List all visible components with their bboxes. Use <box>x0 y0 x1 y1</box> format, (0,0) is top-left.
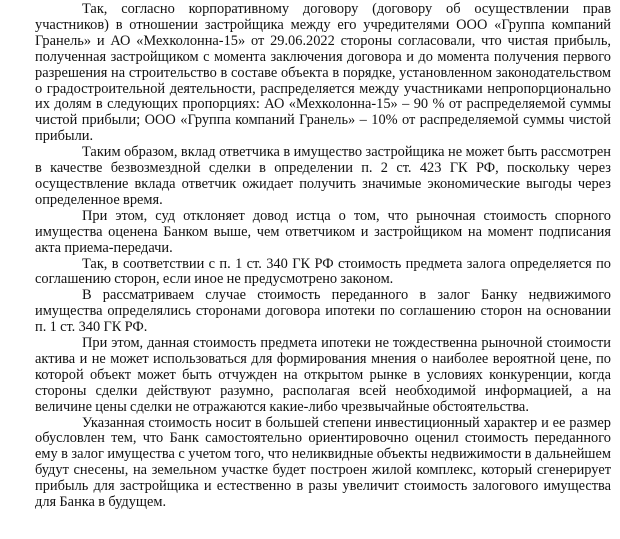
paragraph-not-market-value: При этом, данная стоимость предмета ипотеки не тождественна рыночной стоимости актива и не может использоваться для формирования мнения о наиболее вероятной цене, по которой объект может быть отчужден на открытом рынке в условиях конкуренции, когда стороны сделки действуют разумно, располагая всей необходимой информацией, а на величине цены сделки не отражаются какие-либо чрезвычайные обстоятельства. <box>35 335 611 415</box>
paragraph-contribution-not-gratuitous: Таким образом, вклад ответчика в имущество застройщика не может быть рассмотрен в качестве безвозмездной сделки в определении п. 2 ст. 423 ГК РФ, поскольку через осуществление вклада ответчик ожидает получить значимые экономические выгоды через определенное время. <box>35 144 611 208</box>
paragraph-profit-distribution: Так, согласно корпоративному договору (договору об осуществлении прав участников) в отношении застройщика между его учредителями ООО «Группа компаний Гранель» и АО «Мехколонна-15» от 29.06.2022 стороны согласовали, что чистая прибыль, полученная застройщиком с момента заключения договора и до момента получения первого разрешения на строительство в составе объекта в порядке, установленном законодательством о градостроительной деятельности, распределяется между участниками непропорционально их долям в следующих пропорциях: АО «Мехколонна-15» – 90 % от распределяемой суммы чистой прибыли; ООО «Группа компаний Гранель» – 10% от распределяемой суммы чистой прибыли. <box>35 1 611 145</box>
paragraph-market-value-argument: При этом, суд отклоняет довод истца о том, что рыночная стоимость спорного имущества оценена Банком выше, чем ответчиком и застройщиком на момент подписания акта приема-передачи. <box>35 207 611 256</box>
document-body <box>35 2 611 511</box>
paragraph-article-340: Так, в соответствии с п. 1 ст. 340 ГК РФ стоимость предмета залога определяется по соглашению сторон, если иное не предусмотрено законом. <box>35 255 611 288</box>
paragraph-investment-nature: Указанная стоимость носит в большей степени инвестиционный характер и ее размер обусловлен тем, что Банк самостоятельно ориентировочно оценил стоимость переданного ему в залог имущества с учетом того, что неликвидные объекты недвижимости в дальнейшем будут снесены, на земельном участке будет построен жилой комплекс, который сгенерирует прибыль для застройщика и естественно в разы увеличит стоимость залогового имущества для Банка в будущем. <box>35 414 611 511</box>
paragraph-mortgage-valuation: В рассматриваем случае стоимость переданного в залог Банку недвижимого имущества определялись сторонами договора ипотеки по соглашению сторон на основании п. 1 ст. 340 ГК РФ. <box>35 287 611 336</box>
